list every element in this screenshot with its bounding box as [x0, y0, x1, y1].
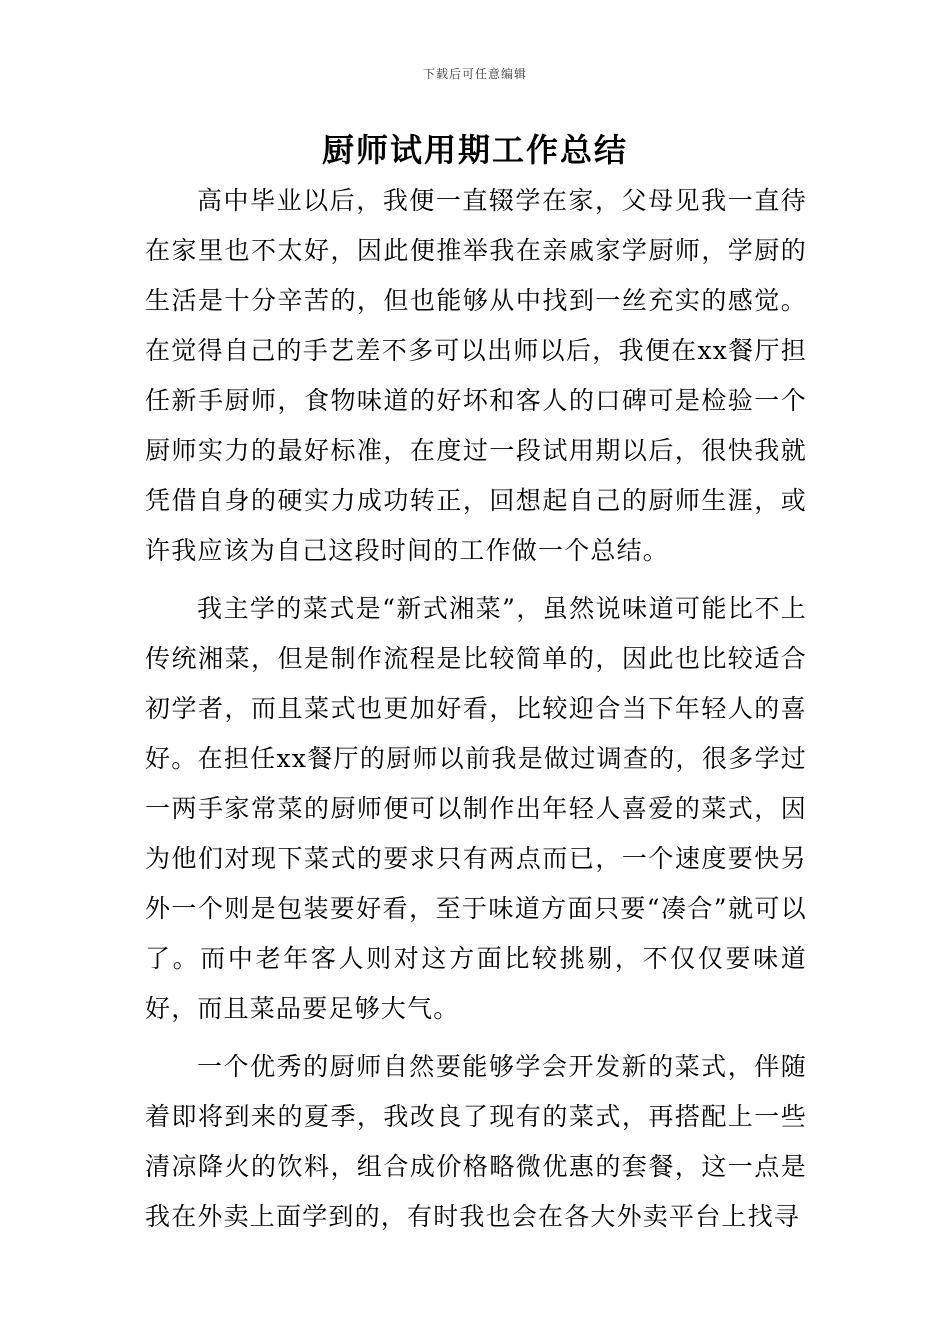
paragraph-2: 我主学的菜式是“新式湘菜”，虽然说味道可能比不上传统湘菜，但是制作流程是比较简单的，因此也比较适合初学者，而且菜式也更加好看，比较迎合当下年轻人的喜好。在担任xx餐厅的厨师以前我是做过调查的，很多学过一两手家常菜的厨师便可以制作出年轻人喜爱的菜式，因为他们对现下菜式的要求只有两点而已，一个速度要快另外一个则是包装要好看，至于味道方面只要“凑合”就可以了。而中老年客人则对这方面比较挑剔，不仅仅要味道好，而且菜品要足够大气。	[145, 594, 807, 1023]
header-note: 下载后可任意编辑	[422, 67, 527, 81]
document-title: 厨师试用期工作总结	[321, 131, 628, 169]
paragraph-3: 一个优秀的厨师自然要能够学会开发新的菜式，伴随着即将到来的夏季，我改良了现有的菜式，再搭配上一些清凉降火的饮料，组合成价格略微优惠的套餐，这一点是我在外卖上面学到的，有时我也会在各大外卖平台上找寻	[145, 1052, 807, 1231]
paragraph-1: 高中毕业以后，我便一直辍学在家，父母见我一直待在家里也不太好，因此便推举我在亲戚家学厨师，学厨的生活是十分辛苦的，但也能够从中找到一丝充实的感觉。在觉得自己的手艺差不多可以出师以后，我便在xx餐厅担任新手厨师，食物味道的好坏和客人的口碑可是检验一个厨师实力的最好标准，在度过一段试用期以后，很快我就凭借自身的硬实力成功转正，回想起自己的厨师生涯，或许我应该为自己这段时间的工作做一个总结。	[145, 186, 807, 565]
document-body	[145, 176, 807, 1244]
